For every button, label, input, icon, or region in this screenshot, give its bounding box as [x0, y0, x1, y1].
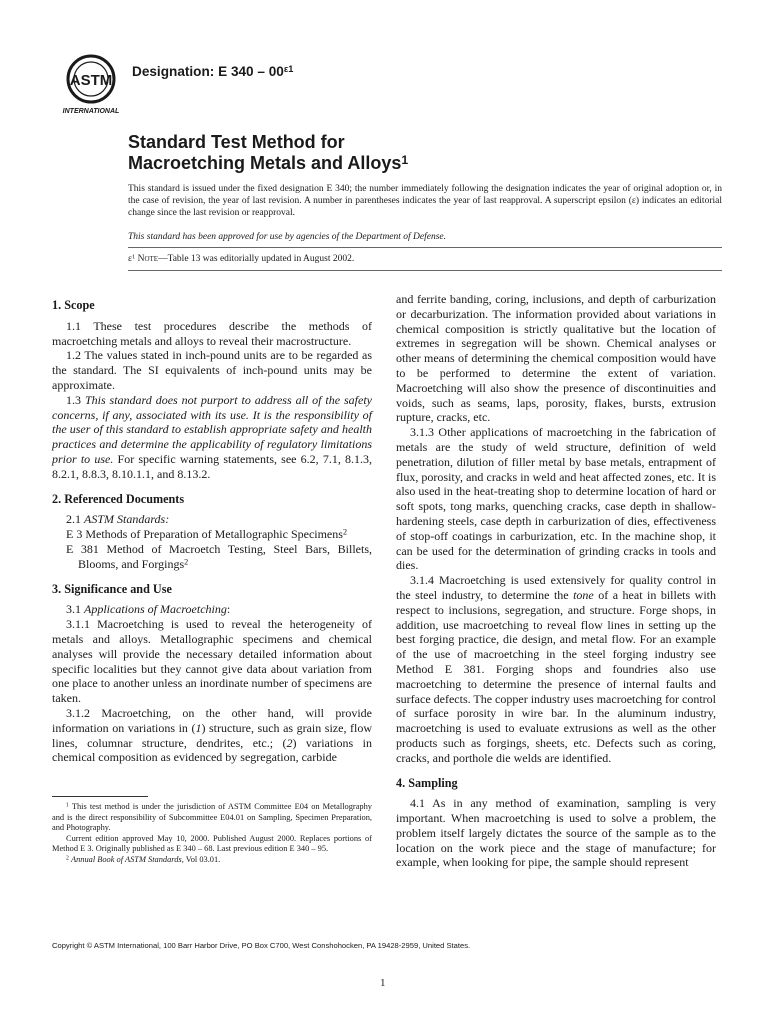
title-line-1: Standard Test Method for	[128, 132, 345, 152]
footnote-1: $^1$ This test method is under the jurisdiction of ASTM Committee E04 on Metallography and is the direct responsibility of Subcommittee E04.01 on Sampling, Specimen Preparation, and Photography.	[52, 802, 372, 833]
paragraph-3-1: 3.1 Applications of Macroetching:	[66, 602, 231, 617]
reference-e3: E 3 Methods of Preparation of Metallographic Specimens$^2$	[66, 527, 348, 542]
paragraph-1-2: 1.2 The values stated in inch-pound units are to be regarded as the standard. The SI equivalents of inch-pound units may be approximate.	[52, 348, 372, 392]
section-heading-referenced-documents: 2. Referenced Documents	[52, 491, 185, 506]
section-heading-scope: 1. Scope	[52, 298, 95, 312]
footnote-1-edition: Current edition approved May 10, 2000. Published August 2000. Replaces portions of Method E 3. Originally published as E 340 – 68. Last previous edition E 340 – 95.	[52, 833, 372, 854]
paragraph-3-1-1: 3.1.1 Macroetching is used to reveal the heterogeneity of metals and alloys. Metallographic specimens and chemical analyses will provide the necessary detailed information about specific localities but they cannot give data about variation from one place to another unless an inordinate number of specimens are taken.	[52, 617, 372, 706]
paragraph-3-1-3: 3.1.3 Other applications of macroetching in the fabrication of metals are the study of weld structure, definition of weld penetration, dilution of filler metal by base metals, entrapment of flux, porosity, and cracks in weld and heat affected zones, etc. It is also used in the heat-treating shop to determine location of hard or soft spots, tong marks, quenching cracks, case depth in shallow-hardening steels, case depth in carburization of dies, effectiveness of stop-off coatings in carburization, etc. In the machine shop, it can be used for the determination of grinding cracks in tools and dies.	[396, 425, 716, 573]
svg-text:ASTM: ASTM	[69, 72, 113, 89]
divider	[128, 270, 722, 271]
copyright-notice: Copyright © ASTM International, 100 Barr Harbor Drive, PO Box C700, West Conshohocken, PA 19428-2959, United States.	[52, 941, 471, 950]
section-heading-significance: 3. Significance and Use	[52, 581, 172, 596]
right-column	[396, 292, 716, 870]
paragraph-3-1-2: 3.1.2 Macroetching, on the other hand, will provide information on variations in (1) structure, such as grain size, flow lines, columnar structure, dendrites, etc.; (2) variations in chemical composition as evidenced by segregation, carbide	[52, 705, 372, 765]
page-number: 1	[380, 977, 386, 989]
issuance-statement: This standard is issued under the fixed designation E 340; the number immediately following the designation indicates the year of original adoption or, in the case of revision, the year of last revision. A number in parentheses indicates the year of last reapproval. A superscript epsilon (ε) indicates an editorial change since the last revision or reapproval.	[128, 184, 722, 219]
paragraph-3-1-2-continued: and ferrite banding, coring, inclusions, and depth of carburization or decarburization. The information provided about variations in chemical composition is strictly qualitative but the location of extremes in segregation will be shown. Chemical analyses or other means of determining the chemical composition would have to be performed to determine the extent of variation. Macroetching will also show the presence of discontinuities and voids, such as seams, laps, porosity, flakes, bursts, extrusion rupture, cracks, etc.	[396, 292, 716, 425]
footnotes	[52, 802, 372, 866]
section-heading-sampling: 4. Sampling	[396, 775, 458, 790]
footnote-2: $^2$ Annual Book of ASTM Standards, Vol 03.01.	[66, 854, 221, 864]
editorial-note: $\varepsilon^1$ Note—Table 13 was editorially updated in August 2002.	[128, 253, 355, 264]
paragraph-3-1-4: 3.1.4 Macroetching is used extensively for quality control in the steel industry, to determine the tone of a heat in billets with respect to inclusions, segregation, and structure. Forge shops, in addition, use macroetching to reveal flow lines in setting up the best forging practice, die design, and metal flow. For an example of the use of macroetching in the steel forging industry see Method E 381. Forging shops and foundries also use macroetching to determine the presence of internal faults and surface defects. The copper industry uses macroetching for control of surface porosity in wire bar. In the aluminum industry, macroetching is used to evaluate extrusions as well as the other products such as forgings, sheets, etc. Defects such as coring, cracks, and porthole die welds are identified.	[396, 573, 716, 765]
designation: Designation: E $340 - 00^{\varepsilon 1}$	[132, 64, 294, 79]
paragraph-1-1: 1.1 These test procedures describe the methods of macroetching metals and alloys to reveal their macrostructure.	[52, 318, 372, 348]
dod-approval-note: This standard has been approved for use by agencies of the Department of Defense.	[128, 232, 447, 242]
left-column	[52, 298, 372, 765]
paragraph-4-1: 4.1 As in any method of examination, sampling is very important. When macroetching is used to solve a problem, the problem itself largely dictates the source of the sample as to the location on the work piece and the stage of manufacture; for example, when looking for pipe, the sample should represent	[396, 796, 716, 870]
paragraph-2-1: 2.1 ASTM Standards:	[66, 512, 170, 527]
title-line-2: Macroetching Metals and Alloys$^1$	[128, 152, 409, 173]
svg-text:INTERNATIONAL: INTERNATIONAL	[62, 108, 120, 115]
astm-logo	[60, 52, 122, 116]
divider	[128, 247, 722, 248]
document-title	[128, 132, 408, 174]
paragraph-1-3: 1.3 This standard does not purport to address all of the safety concerns, if any, associated with its use. It is the responsibility of the user of this standard to establish appropriate safety and health practices and determine the applicability of regulatory limitations prior to use. For specific warning statements, see 6.2, 7.1, 8.1.3, 8.2.1, 8.8.3, 8.10.1.1, and 8.13.2.	[52, 392, 373, 481]
reference-e381: E 381 Method of Macroetch Testing, Steel Bars, Billets, Blooms, and Forgings$^2$	[66, 541, 372, 571]
footnote-divider	[52, 796, 148, 797]
